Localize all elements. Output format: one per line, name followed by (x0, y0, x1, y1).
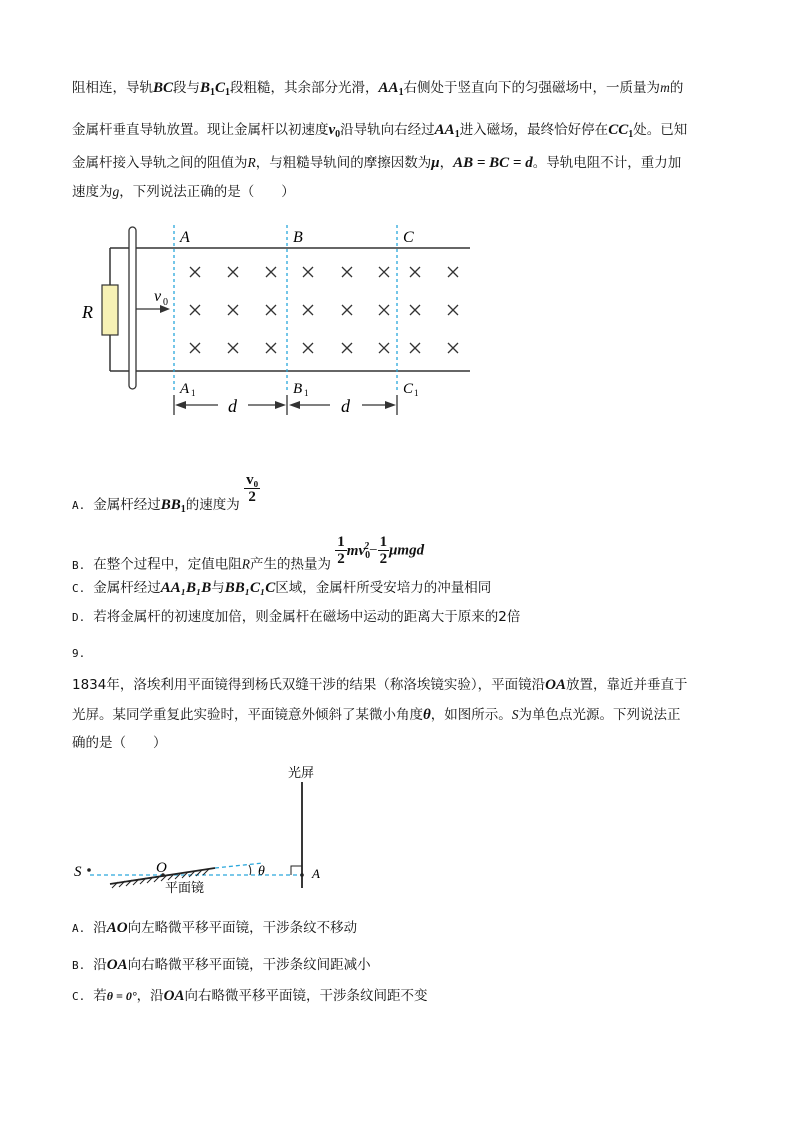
option-key: A. (72, 499, 86, 512)
svg-text:光屏: 光屏 (288, 765, 315, 780)
text: 金属杆接入导轨之间的阻值为 (72, 155, 248, 171)
q8-option-b[interactable] (72, 534, 424, 576)
metal-rod (129, 227, 136, 389)
text: ，下列说法正确的是（ ） (119, 184, 295, 200)
text: 向右略微平移平面镜，干涉条纹间距减小 (127, 957, 371, 973)
svg-text:d: d (228, 396, 237, 416)
text: 段与 (173, 80, 201, 96)
svg-text:O: O (156, 860, 167, 876)
math-b1c1: $B_1C_1$ (200, 80, 231, 98)
svg-text:C: C (403, 381, 414, 397)
svg-text:1: 1 (414, 388, 419, 398)
text: 金属杆经过 (93, 497, 161, 513)
q8-stem-line-3 (72, 153, 681, 173)
option-key: D. (72, 611, 86, 624)
q9-option-a[interactable] (72, 918, 357, 939)
var-r: R (247, 155, 256, 170)
math-region-2: BB₁C₁C (224, 580, 276, 596)
svg-text:B: B (293, 381, 303, 397)
lloyd-mirror-figure (60, 760, 360, 900)
text: 确的是（ ） (72, 735, 167, 751)
math-region-1: AA₁B₁B (160, 580, 212, 596)
math-cc1: $CC_1$ (608, 122, 634, 140)
math-aa1: $AA_1$ (378, 80, 404, 98)
math-theta-zero: θ = 0° (106, 989, 137, 1003)
option-key: C. (72, 990, 86, 1003)
math-aa1: $AA_1$ (434, 122, 460, 140)
text: 金属杆垂直导轨放置。现让金属杆以初速度 (72, 122, 329, 138)
text: 阻相连，导轨 (72, 80, 153, 96)
text: 。导轨电阻不计，重力加 (532, 155, 682, 171)
q9-stem-line-2 (72, 705, 681, 725)
q8-option-a[interactable] (72, 472, 260, 520)
math-oa: OA (545, 677, 566, 693)
text: 在整个过程中，定值电阻 (93, 556, 242, 573)
math-v0: $v_0$ (328, 122, 341, 140)
text: ，与粗糙导轨间的摩擦因数为 (255, 155, 432, 171)
svg-text:B: B (293, 229, 303, 246)
text: 向右略微平移平面镜，干涉条纹间距不变 (184, 988, 428, 1004)
q8-stem-line-4 (72, 182, 295, 202)
q9-stem-line-3 (72, 733, 167, 753)
text: ，如图所示。 (430, 707, 512, 723)
q9-stem-line-1 (72, 675, 687, 695)
rail-magnetic-field-figure (70, 215, 480, 425)
var-r: R (241, 556, 250, 572)
text: 沿 (93, 957, 107, 973)
text: 光屏。某同学重复此实验时，平面镜意外倾斜了某微小角度 (72, 707, 423, 723)
svg-text:A: A (312, 866, 320, 881)
text: 向左略微平移平面镜，干涉条纹不移动 (127, 920, 358, 936)
resistor (102, 285, 118, 335)
svg-text:v: v (154, 288, 162, 305)
text: 沿导轨向右经过 (340, 122, 435, 138)
option-key: B. (72, 959, 86, 972)
svg-text:0: 0 (163, 297, 168, 308)
svg-text:d: d (341, 396, 350, 416)
math-equation: AB = BC = d (453, 155, 533, 171)
option-key: A. (72, 922, 86, 935)
text: 区域，金属杆所受安培力的冲量相同 (275, 580, 492, 596)
fraction-v0-over-2: $\frac{\text{v₀}}{2}$ (246, 472, 259, 505)
math-oa: OA (106, 957, 128, 973)
math-bb1: $BB_1$ (160, 497, 186, 515)
text: 沿 (93, 920, 107, 936)
text: 速度为 (72, 184, 113, 200)
var-g: g (112, 184, 120, 199)
text: 产生的热量为 (250, 556, 331, 573)
var-m: m (660, 80, 670, 95)
text: 1834年，洛埃利用平面镜得到杨氏双缝干涉的结果（称洛埃镜实验），平面镜沿 (72, 677, 546, 693)
svg-text:A: A (180, 229, 190, 246)
q9-option-b[interactable] (72, 955, 371, 976)
q8-stem-line-2 (72, 120, 687, 145)
text: ，沿 (136, 988, 164, 1004)
heat-expression: $\frac{1}{2}$ $mv_0^2-$ $\frac{1}{2}$ μmgd (337, 534, 425, 567)
math-ao: AO (106, 920, 128, 936)
magnetic-field-crosses (190, 267, 458, 353)
option-key: C. (72, 582, 86, 595)
math-theta: θ (423, 707, 431, 723)
text: 为单色点光源。下列说法正 (518, 707, 681, 723)
svg-text:C: C (403, 229, 414, 246)
svg-text:平面镜: 平面镜 (165, 880, 205, 895)
text: 若将金属杆的初速度加倍，则金属杆在磁场中运动的距离大于原来的2倍 (93, 609, 521, 625)
svg-text:A: A (180, 381, 190, 397)
math-mu: μ (431, 155, 440, 171)
text: 若 (93, 988, 107, 1004)
q9-option-c[interactable] (72, 986, 427, 1007)
svg-text:R: R (82, 302, 93, 322)
text: 右侧处于竖直向下的匀强磁场中，一质量为 (403, 80, 661, 96)
q8-option-d[interactable] (72, 607, 520, 628)
svg-text:S: S (74, 864, 82, 880)
q8-stem-line-1 (72, 78, 683, 103)
math-oa: OA (163, 988, 185, 1004)
text: 放置，靠近并垂直于 (565, 677, 688, 693)
text: 的速度为 (185, 497, 240, 513)
text: 进入磁场，最终恰好停在 (459, 122, 609, 138)
q8-option-c[interactable] (72, 578, 491, 599)
text: 的 (669, 80, 684, 96)
svg-text:1: 1 (304, 388, 309, 398)
math-bc: BC (153, 80, 174, 96)
text: ， (439, 155, 454, 171)
option-key: B. (72, 558, 86, 572)
text: 与 (211, 580, 225, 596)
text: 金属杆经过 (93, 580, 161, 596)
svg-text:1: 1 (191, 388, 196, 398)
text: 处。已知 (633, 122, 688, 138)
svg-text:θ: θ (258, 864, 265, 879)
text: 段粗糙，其余部分光滑， (230, 80, 379, 96)
q9-number: 9. (72, 647, 86, 660)
var-s: S (511, 707, 519, 722)
